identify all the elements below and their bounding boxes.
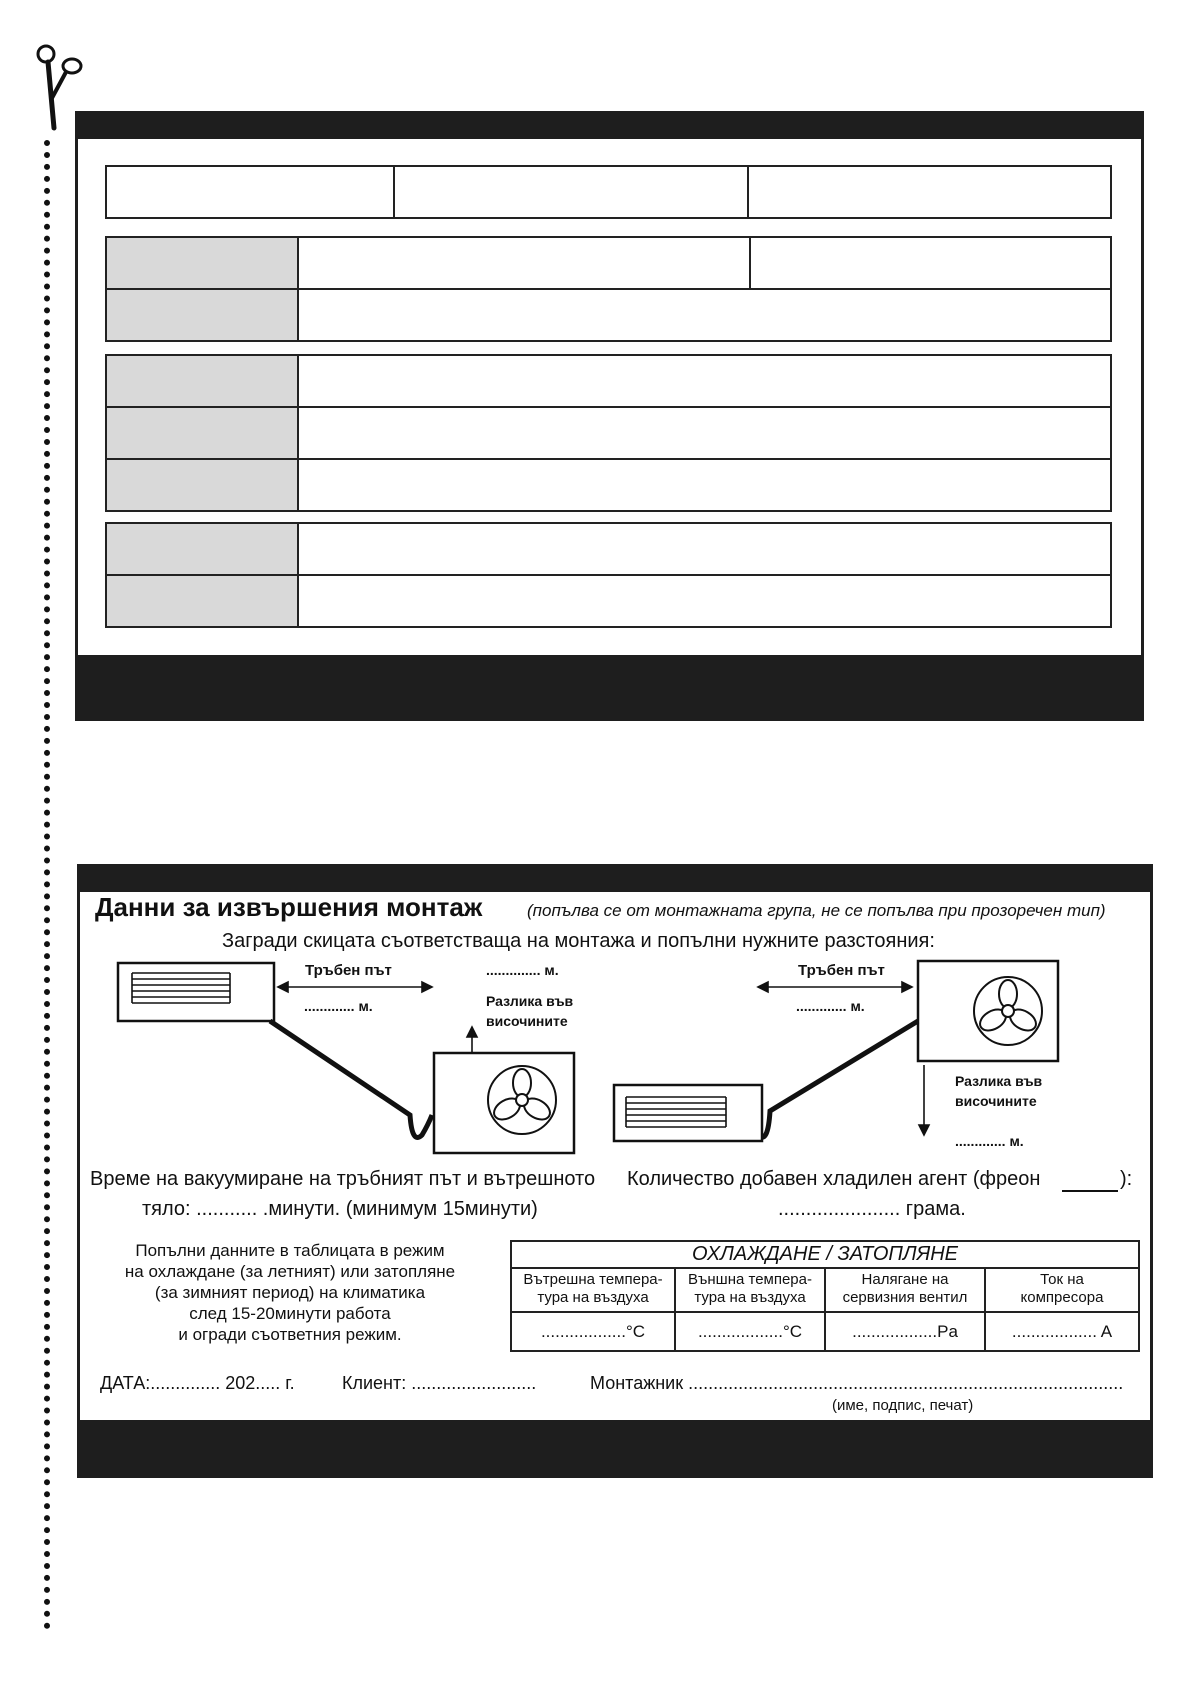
field-box-3[interactable] bbox=[747, 165, 1112, 219]
height-difference-arrow-icon bbox=[919, 1065, 929, 1135]
header-line: Налягане на bbox=[861, 1271, 949, 1288]
pipe-length-arrow-icon bbox=[278, 982, 432, 992]
sketch-instruction: Загради скицата съответстваща на монтажа и попълни нужните разстояния: bbox=[222, 930, 935, 952]
header-line: тура на въздуха bbox=[694, 1289, 806, 1306]
top-form bbox=[75, 111, 1144, 721]
refrigerant-pipe-icon bbox=[270, 1021, 432, 1138]
table-header-pressure bbox=[826, 1271, 984, 1307]
left-height-label-1: Разлика във bbox=[486, 993, 574, 1009]
indoor-temp-value[interactable]: ..................°C bbox=[540, 1322, 646, 1341]
right-height-label-1: Разлика във bbox=[955, 1073, 1043, 1089]
left-pipe-value[interactable]: ............. м. bbox=[304, 998, 373, 1014]
refrigerant-type-field[interactable] bbox=[1062, 1190, 1118, 1192]
form-group-1 bbox=[105, 236, 1112, 342]
right-height-label-2: височините bbox=[955, 1093, 1037, 1109]
top-form-right-border bbox=[1141, 111, 1144, 721]
header-line: сервизния вентил bbox=[842, 1289, 968, 1306]
header-line: Външна темпера- bbox=[688, 1271, 812, 1288]
refrigerant-amount[interactable]: ...................... грама. bbox=[778, 1198, 966, 1220]
right-height-value[interactable]: ............. м. bbox=[955, 1133, 1024, 1149]
sketch-right[interactable] bbox=[610, 955, 1090, 1155]
right-pipe-value[interactable]: ............. м. bbox=[796, 998, 865, 1014]
table-header-outdoor-temp bbox=[676, 1271, 824, 1307]
install-form-left-border bbox=[77, 864, 80, 1478]
header-line: тура на въздуха bbox=[537, 1289, 649, 1306]
pipe-length-arrow-icon bbox=[758, 982, 912, 992]
note-line: Попълни данните в таблицата в режим bbox=[135, 1241, 445, 1260]
table-header-current bbox=[986, 1271, 1138, 1307]
header-line: компресора bbox=[1020, 1289, 1104, 1306]
refrigerant-line-1: Количество добавен хладилен агент (фреон bbox=[627, 1168, 1041, 1190]
note-line: и огради съответния режим. bbox=[178, 1325, 402, 1344]
install-form-right-border bbox=[1150, 864, 1153, 1478]
outdoor-temp-value[interactable]: ..................°C bbox=[697, 1322, 803, 1341]
field-input[interactable] bbox=[299, 524, 1110, 574]
section-subtitle: (попълва се от монтажната група, не се попълва при прозоречен тип) bbox=[527, 901, 1106, 920]
measurement-table bbox=[510, 1240, 1140, 1352]
field-label-cell bbox=[107, 356, 299, 510]
fan-icon bbox=[974, 977, 1042, 1045]
header-line: Ток на bbox=[1040, 1271, 1084, 1288]
header-line: Вътрешна темпера- bbox=[523, 1271, 663, 1288]
table-instruction-note bbox=[90, 1240, 490, 1345]
section-title: Данни за извършения монтаж bbox=[95, 892, 483, 922]
date-field[interactable]: ДАТА:.............. 202..... г. bbox=[100, 1373, 295, 1393]
field-input[interactable] bbox=[299, 238, 749, 288]
right-pipe-label: Тръбен път bbox=[798, 962, 885, 979]
current-value[interactable]: .................. A bbox=[1011, 1322, 1113, 1341]
install-form-header-bar bbox=[77, 864, 1153, 892]
client-field[interactable]: Клиент: ......................... bbox=[342, 1373, 537, 1393]
sketch-left[interactable] bbox=[110, 955, 590, 1155]
field-input[interactable] bbox=[299, 356, 1110, 406]
table-header-indoor-temp bbox=[512, 1271, 674, 1307]
pressure-value[interactable]: ..................Pa bbox=[852, 1322, 958, 1341]
field-input[interactable] bbox=[299, 290, 1110, 340]
refrigerant-line-1-end: ): bbox=[1120, 1168, 1133, 1190]
fan-icon bbox=[488, 1066, 556, 1134]
field-input[interactable] bbox=[299, 576, 1110, 626]
indoor-unit-icon bbox=[614, 1085, 762, 1141]
top-form-left-border bbox=[75, 111, 78, 721]
left-pipe-label: Тръбен път bbox=[305, 962, 392, 979]
note-line: на охлаждане (за летният) или затопляне bbox=[124, 1262, 456, 1281]
field-input[interactable] bbox=[299, 460, 1110, 510]
refrigerant-pipe-icon bbox=[750, 1021, 918, 1137]
form-group-2 bbox=[105, 354, 1112, 512]
form-group-3 bbox=[105, 522, 1112, 628]
vacuum-time-line-1: Време на вакуумиране на тръбният път и вътрешното bbox=[90, 1168, 596, 1190]
note-line: (за зимният период) на климатика bbox=[154, 1283, 426, 1302]
indoor-unit-icon bbox=[118, 963, 274, 1021]
install-form-footer-bar bbox=[77, 1420, 1153, 1478]
left-height-label-2: височините bbox=[486, 1013, 568, 1029]
field-input[interactable] bbox=[299, 408, 1110, 458]
top-form-footer-bar bbox=[75, 655, 1144, 721]
top-form-header-bar bbox=[75, 111, 1144, 139]
field-box-1[interactable] bbox=[105, 165, 395, 219]
field-box-2[interactable] bbox=[393, 165, 749, 219]
field-input[interactable] bbox=[751, 238, 1110, 288]
cut-line bbox=[44, 140, 50, 1630]
vacuum-time-line-2[interactable]: тяло: ........... .минути. (минимум 15минути) bbox=[142, 1198, 538, 1220]
signature-note: (име, подпис, печат) bbox=[832, 1397, 974, 1414]
table-title[interactable]: ОХЛАЖДАНЕ / ЗАТОПЛЯНЕ bbox=[691, 1243, 959, 1265]
installer-field[interactable]: Монтажник ....................................................................................... bbox=[590, 1373, 1124, 1393]
left-height-value[interactable]: .............. м. bbox=[486, 962, 559, 978]
note-line: след 15-20минути работа bbox=[189, 1304, 391, 1323]
